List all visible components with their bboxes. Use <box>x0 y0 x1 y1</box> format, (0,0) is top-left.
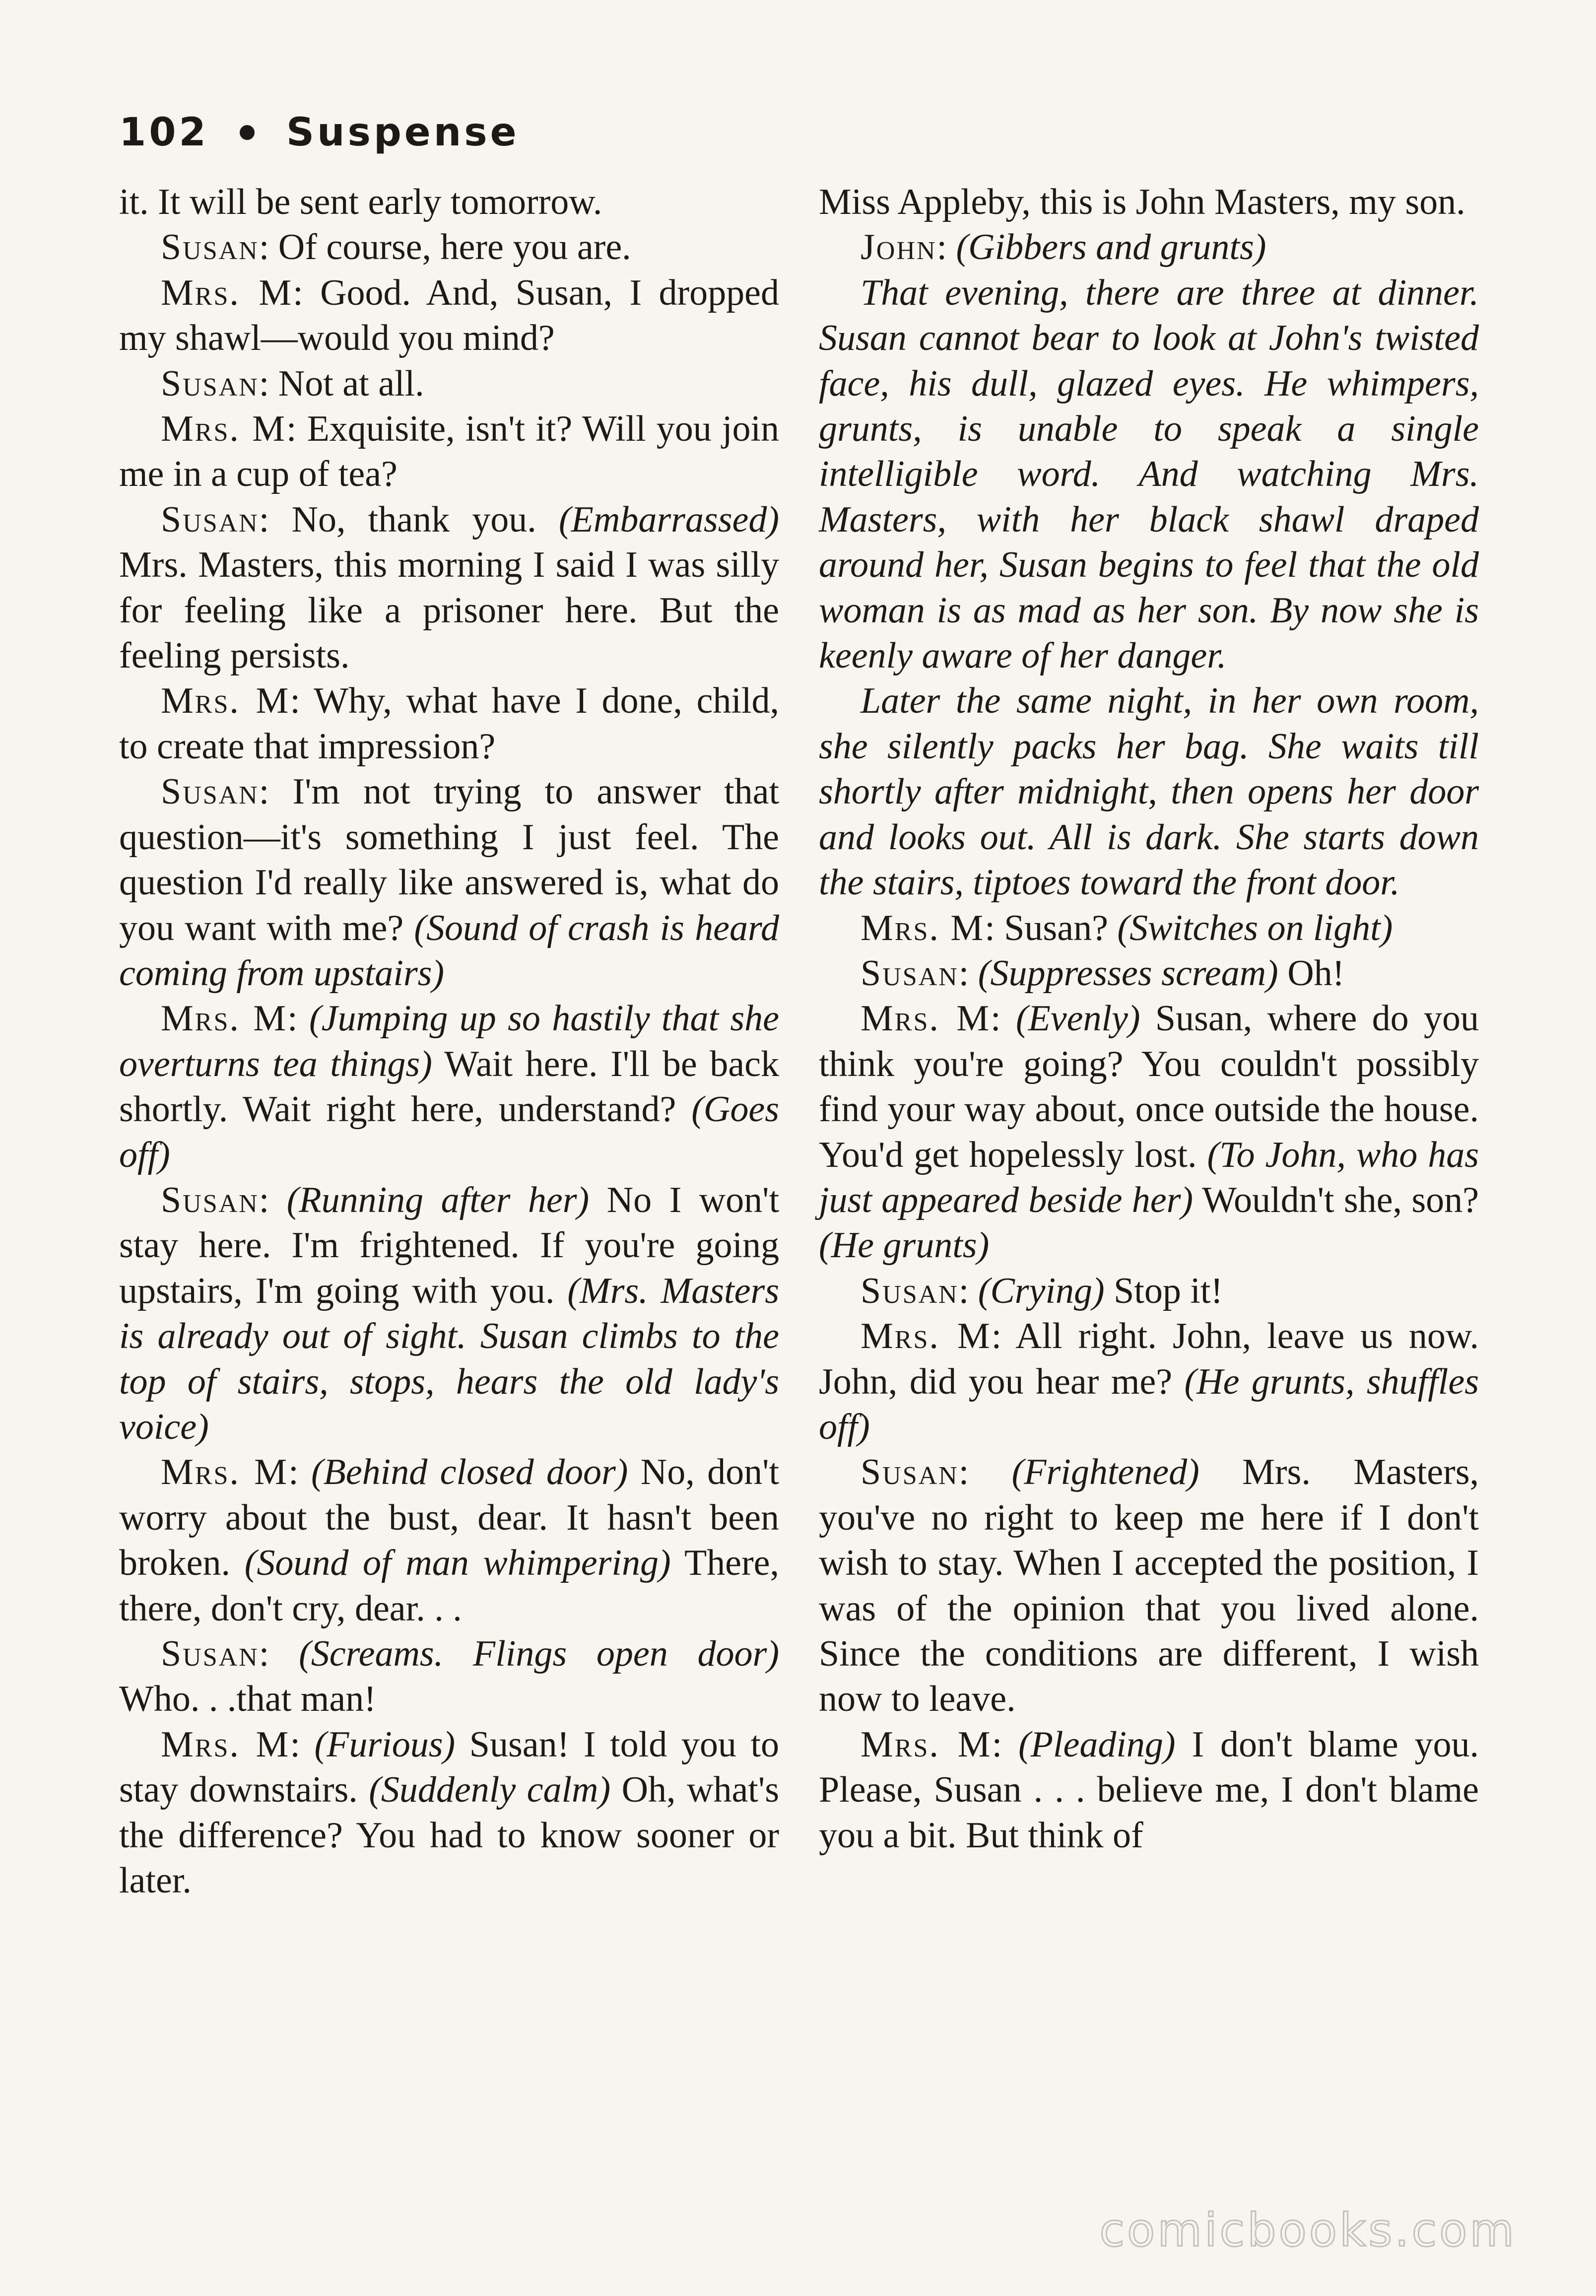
line-text: Mrs. Masters, this morning I said I was silly for feeling like a prisoner here. But the feeling persists. <box>119 544 779 676</box>
stage-direction: (To John, who has just appeared beside her) <box>819 1134 1479 1220</box>
stage-direction: (Furious) <box>314 1724 456 1765</box>
dialogue-paragraph <box>119 180 779 225</box>
right-column <box>819 180 1479 1858</box>
dialogue-paragraph: Mrs. M: Why, what have I done, child, to create that impression? <box>119 680 779 767</box>
stage-direction: (Mrs. Masters is already out of sight. Susan climbs to the top of stairs, stops, hears the old lady's voice) <box>119 1270 780 1447</box>
speaker-name: Susan <box>161 1179 259 1220</box>
speaker-name: Susan <box>161 227 259 268</box>
dialogue-paragraph: Susan: Not at all. <box>161 363 424 404</box>
dialogue-paragraph: Mrs. M: Exquisite, isn't it? Will you join me in a cup of tea? <box>119 408 780 495</box>
stage-direction: (Sound of crash is heard coming from upstairs) <box>119 907 780 994</box>
stage-direction: (Goes off) <box>119 1089 779 1175</box>
line-text: Good. And, Susan, I dropped my shawl—would you mind? <box>119 272 780 359</box>
dialogue-paragraph <box>819 180 1479 225</box>
watermark: comicbooks.com <box>1099 2204 1517 2257</box>
dialogue-paragraph: Mrs. M: (Pleading) I don't blame you. Please, Susan . . . believe me, I don't blame you a bit. But think of <box>819 1724 1479 1856</box>
stage-direction: (Sound of man whimpering) <box>244 1543 671 1584</box>
line-text: Wouldn't she, son? <box>1202 1179 1479 1220</box>
bullet-icon <box>240 125 255 140</box>
stage-direction-paragraph <box>819 678 1479 905</box>
speaker-name: John <box>861 227 937 268</box>
line-text: Oh! <box>1287 952 1345 994</box>
stage-direction: (He grunts) <box>819 1225 990 1266</box>
speaker-name: Mrs. M <box>161 680 290 722</box>
stage-direction: (Jumping up so hastily that she overturns tea things) <box>119 998 780 1084</box>
line-text: Susan! I told you to stay downstairs. <box>119 1724 780 1811</box>
line-text: Susan, where do you think you're going? You couldn't possibly find your way about, once outside the house. You'd get hopelessly lost. <box>819 998 1479 1175</box>
dialogue-paragraph: Susan: No, thank you. (Embarrassed) Mrs. Masters, this morning I said I was silly for feeling like a prisoner here. But the feeling persists. <box>119 499 779 676</box>
stage-direction: (Pleading) <box>1018 1724 1176 1765</box>
dialogue-paragraph: Mrs. M: (Jumping up so hastily that she overturns tea things) Wait here. I'll be back shortly. Wait right here, understand? (Goes off) <box>119 998 780 1175</box>
dialogue-paragraph: Mrs. M: (Evenly) Susan, where do you think you're going? You couldn't possibly find your way about, once outside the house. You'd get hopelessly lost. (To John, who has just appeared beside her) Wouldn't she, son? (He grunts) <box>819 998 1479 1266</box>
speaker-name: Susan <box>161 1633 259 1674</box>
speaker-name: Mrs. M <box>861 1316 992 1357</box>
speaker-name: Susan <box>861 952 959 994</box>
dialogue-paragraph: Susan: (Running after her) No I won't stay here. I'm frightened. If you're going upstairs, I'm going with you. (Mrs. Masters is already out of sight. Susan climbs to the top of stairs, stops, hears the old lady's voice) <box>119 1179 780 1447</box>
dialogue-paragraph: Susan: Of course, here you are. <box>161 227 631 268</box>
left-column <box>119 180 779 1903</box>
speaker-name: Mrs. M <box>161 272 293 313</box>
line-text: Stop it! <box>1114 1270 1223 1311</box>
stage-direction: Later the same night, in her own room, she silently packs her bag. She waits till shortly after midnight, then opens her door and looks out. All is dark. She starts down the stairs, tiptoes toward the front door. <box>819 680 1479 903</box>
dialogue-paragraph: Susan: I'm not trying to answer that question—it's something I just feel. The question I'd really like answered is, what do you want with me? (Sound of crash is heard coming from upstairs) <box>119 771 780 994</box>
line-text: I'm not trying to answer that question—it's something I just feel. The question I'd really like answered is, what do you want with me? <box>119 771 779 948</box>
stage-direction: (Suddenly calm) <box>369 1769 611 1811</box>
paragraph-text: it. It will be sent early tomorrow. <box>119 182 602 222</box>
dialogue-paragraph: Susan: (Suppresses scream) Oh! <box>861 952 1345 994</box>
speaker-name: Susan <box>161 771 259 812</box>
speaker-name: Mrs. M <box>161 1724 290 1765</box>
dialogue-paragraph: Mrs. M: (Behind closed door) No, don't worry about the bust, dear. It hasn't been broken. (Sound of man whimpering) There, there, don't cry, dear. . . <box>119 1452 779 1629</box>
stage-direction: (Running after her) <box>286 1179 590 1220</box>
line-text: All right. John, leave us now. John, did you hear me? <box>819 1316 1479 1402</box>
stage-direction: That evening, there are three at dinner. Susan cannot bear to look at John's twisted face, his dull, glazed eyes. He whimpers, grunts, is unable to speak a single intelligible word. And watching Mrs. Masters, with her black shawl draped around her, Susan begins to feel that the old woman is as mad as her son. By now she is keenly aware of her danger. <box>819 272 1479 676</box>
speaker-name: Mrs. M <box>861 998 991 1039</box>
stage-direction: (Behind closed door) <box>311 1452 628 1493</box>
line-text: I don't blame you. Please, Susan . . . believe me, I don't blame you a bit. But think of <box>819 1724 1479 1856</box>
speaker-name: Mrs. M <box>861 1724 992 1765</box>
dialogue-paragraph: John: (Gibbers and grunts) <box>861 227 1266 268</box>
dialogue-paragraph: Susan: (Frightened) Mrs. Masters, you've no right to keep me here if I don't wish to stay. When I accepted the position, I was of the opinion that you lived alone. Since the conditions are different, I wish now to leave. <box>819 1452 1479 1720</box>
line-text: Susan? <box>1004 907 1108 948</box>
stage-direction: (Crying) <box>978 1270 1105 1311</box>
stage-direction: (Embarrassed) <box>559 499 779 540</box>
line-text: Oh, what's the difference? You had to know sooner or later. <box>119 1769 779 1901</box>
line-text: No, thank you. <box>291 499 536 540</box>
line-text: Not at all. <box>278 363 424 404</box>
speaker-name: Susan <box>861 1452 959 1493</box>
line-text: Exquisite, isn't it? Will you join me in a cup of tea? <box>119 408 780 495</box>
speaker-name: Mrs. M <box>161 1452 289 1493</box>
stage-direction: (Evenly) <box>1015 998 1140 1039</box>
speaker-name: Susan <box>161 363 259 404</box>
dialogue-paragraph: Mrs. M: Good. And, Susan, I dropped my shawl—would you mind? <box>119 272 780 359</box>
speaker-name: Mrs. M <box>161 408 286 450</box>
speaker-name: Susan <box>161 499 259 540</box>
line-text: Wait here. I'll be back shortly. Wait right here, understand? <box>119 1043 779 1130</box>
line-text: Mrs. Masters, you've no right to keep me here if I don't wish to stay. When I accepted the position, I was of the opinion that you lived alone. Since the conditions are different, I wish now to leave. <box>819 1452 1479 1720</box>
line-text: Why, what have I done, child, to create that impression? <box>119 680 779 767</box>
stage-direction: (Gibbers and grunts) <box>956 227 1266 268</box>
stage-direction: (Screams. Flings open door) <box>299 1633 779 1674</box>
line-text: No I won't stay here. I'm frightened. If you're going upstairs, I'm going with you. <box>119 1179 780 1311</box>
stage-direction: (He grunts, shuffles off) <box>819 1361 1479 1447</box>
dialogue-paragraph: Mrs. M: (Furious) Susan! I told you to stay downstairs. (Suddenly calm) Oh, what's the difference? You had to know sooner or later. <box>119 1724 780 1901</box>
stage-direction: (Suppresses scream) <box>978 952 1278 994</box>
stage-direction-paragraph <box>819 270 1479 679</box>
running-header <box>119 110 520 155</box>
magazine-title: Suspense <box>286 110 520 155</box>
dialogue-paragraph: Susan: (Screams. Flings open door) Who. . .that man! <box>119 1633 779 1720</box>
page-number: 102 <box>119 110 209 155</box>
speaker-name: Mrs. M <box>161 998 288 1039</box>
speaker-name: Susan <box>861 1270 959 1311</box>
line-text: Who. . .that man! <box>119 1679 376 1720</box>
stage-direction: (Frightened) <box>1011 1452 1199 1493</box>
line-text: Of course, here you are. <box>278 227 631 268</box>
dialogue-paragraph: Mrs. M: Susan? (Switches on light) <box>861 907 1393 948</box>
line-text: No, don't worry about the bust, dear. It hasn't been broken. <box>119 1452 779 1584</box>
dialogue-paragraph: Mrs. M: All right. John, leave us now. John, did you hear me? (He grunts, shuffles off) <box>819 1316 1479 1447</box>
dialogue-paragraph: Susan: (Crying) Stop it! <box>861 1270 1223 1311</box>
paragraph-text: Miss Appleby, this is John Masters, my son. <box>819 182 1465 222</box>
line-text: There, there, don't cry, dear. . . <box>119 1543 779 1629</box>
stage-direction: (Switches on light) <box>1117 907 1393 948</box>
speaker-name: Mrs. M <box>861 907 985 948</box>
